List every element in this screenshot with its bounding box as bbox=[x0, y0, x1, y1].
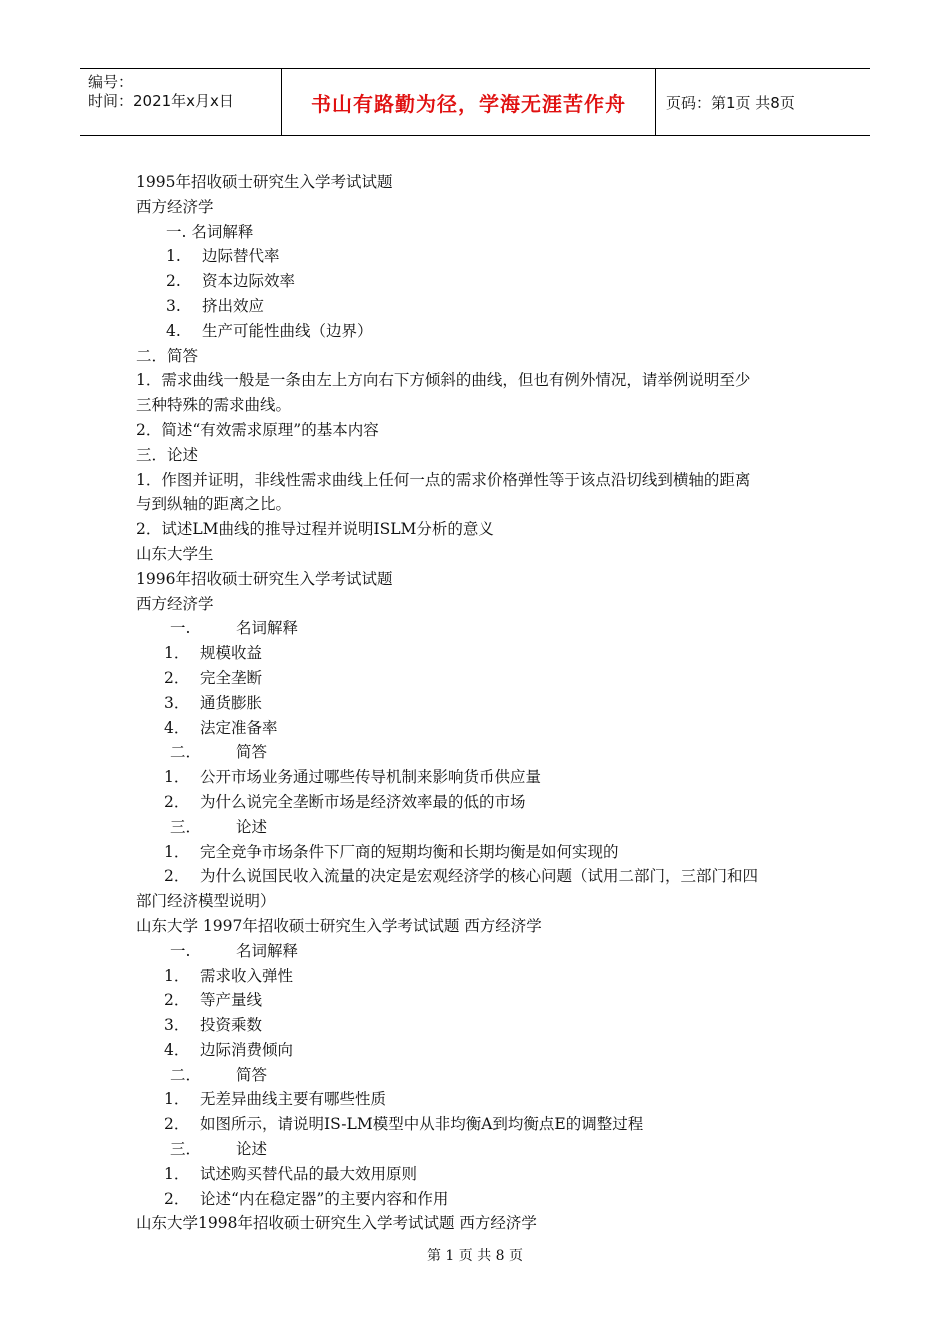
section-heading: 二． 简答 bbox=[170, 743, 268, 762]
list-item: 2． 论述“内在稳定器”的主要内容和作用 bbox=[164, 1189, 449, 1208]
question-text: 三种特殊的需求曲线。 bbox=[136, 396, 292, 415]
question-text: 1．需求曲线一般是一条由左上方向右下方倾斜的曲线，但也有例外情况，请举例说明至少 bbox=[136, 371, 751, 390]
list-item: 3． 通货膨胀 bbox=[164, 693, 263, 712]
header-motto: 书山有路勤为径，学海无涯苦作舟 bbox=[282, 69, 656, 135]
list-item: 1． 完全竞争市场条件下厂商的短期均衡和长期均衡是如何实现的 bbox=[164, 842, 619, 861]
school-name: 山东大学生 bbox=[136, 544, 214, 563]
section-heading: 一. 名词解释 bbox=[170, 941, 299, 960]
subject-title: 西方经济学 bbox=[136, 197, 214, 216]
section-heading: 二．简答 bbox=[136, 346, 199, 365]
question-text: 与到纵轴的距离之比。 bbox=[136, 495, 292, 514]
date-label: 时间：2021年x月x日 bbox=[88, 92, 234, 110]
section-heading: 三． 论述 bbox=[170, 817, 268, 836]
list-item: 2． 完全垄断 bbox=[164, 668, 263, 687]
list-item: 4． 法定准备率 bbox=[164, 718, 278, 737]
list-item: 4. 生产可能性曲线（边界） bbox=[166, 321, 373, 340]
section-heading: 三． 论述 bbox=[170, 1140, 268, 1159]
list-item: 2． 为什么说国民收入流量的决定是宏观经济学的核心问题（试用二部门，三部门和四 bbox=[164, 867, 759, 886]
page-header bbox=[80, 68, 870, 136]
exam-title-1995: 1995年招收硕士研究生入学考试试题 bbox=[136, 173, 393, 191]
header-page-code: 页码：第1页 共8页 bbox=[666, 93, 795, 112]
list-item: 4． 边际消费倾向 bbox=[164, 1040, 294, 1059]
list-item: 1． 试述购买替代品的最大效用原则 bbox=[164, 1164, 418, 1183]
list-item: 1． 需求收入弹性 bbox=[164, 966, 294, 985]
section-heading: 二． 简答 bbox=[170, 1065, 268, 1084]
document-body bbox=[136, 170, 816, 1236]
subject-title: 西方经济学 bbox=[136, 594, 214, 613]
header-meta bbox=[80, 69, 282, 135]
section-heading: 三．论述 bbox=[136, 445, 199, 464]
question-text: 2．试述LM曲线的推导过程并说明ISLM分析的意义 bbox=[136, 520, 494, 539]
section-heading: 一. 名词解释 bbox=[166, 222, 254, 241]
list-item: 1． 无差异曲线主要有哪些性质 bbox=[164, 1090, 387, 1109]
list-item: 3. 挤出效应 bbox=[166, 296, 265, 315]
list-item: 2． 如图所示，请说明IS-LM模型中从非均衡A到均衡点E的调整过程 bbox=[164, 1115, 644, 1134]
question-text: 2．简述“有效需求原理”的基本内容 bbox=[136, 420, 379, 439]
list-item: 3． 投资乘数 bbox=[164, 1016, 263, 1035]
exam-title-1998: 山东大学1998年招收硕士研究生入学考试试题 西方经济学 bbox=[136, 1214, 537, 1233]
list-item: 1. 边际替代率 bbox=[166, 247, 280, 266]
list-item: 1． 公开市场业务通过哪些传导机制来影响货币供应量 bbox=[164, 768, 542, 787]
list-item: 2． 等产量线 bbox=[164, 991, 263, 1010]
list-item: 2. 资本边际效率 bbox=[166, 272, 296, 291]
section-heading: 一. 名词解释 bbox=[170, 619, 299, 638]
exam-title-1997: 山东大学 1997年招收硕士研究生入学考试试题 西方经济学 bbox=[136, 916, 542, 935]
question-text: 1．作图并证明，非线性需求曲线上任何一点的需求价格弹性等于该点沿切线到横轴的距离 bbox=[136, 470, 751, 489]
question-text: 部门经济模型说明） bbox=[136, 892, 276, 911]
exam-title-1996: 1996年招收硕士研究生入学考试试题 bbox=[136, 569, 393, 588]
list-item: 2． 为什么说完全垄断市场是经济效率最的低的市场 bbox=[164, 792, 526, 811]
page-footer: 第 1 页 共 8 页 bbox=[426, 1248, 524, 1264]
serial-number-label: 编号： bbox=[88, 73, 134, 91]
list-item: 1． 规模收益 bbox=[164, 644, 263, 663]
